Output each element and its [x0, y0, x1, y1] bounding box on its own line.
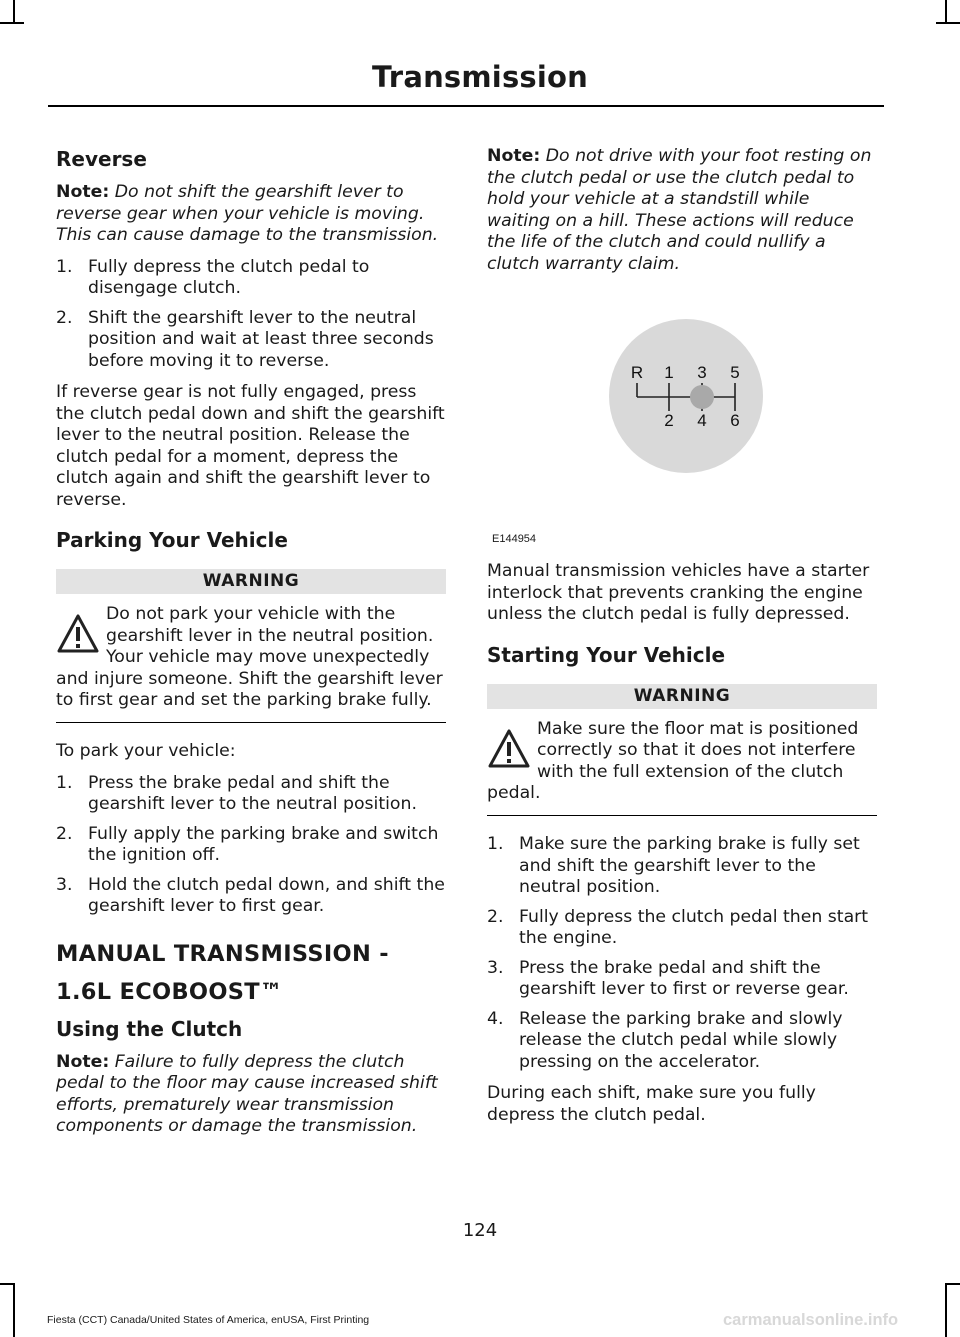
list-item: 2. Shift the gearshift lever to the neutral position and wait at least three seconds before moving it to reverse. [56, 307, 434, 371]
warning-divider [487, 815, 877, 817]
list-item: 4. Release the parking brake and slowly release the clutch pedal while slowly pressing on the accelerator. [487, 1008, 843, 1072]
parking-steps [56, 773, 446, 918]
list-item: 3. Press the brake pedal and shift the gearshift lever to first or reverse gear. [487, 957, 849, 999]
manual-transmission-heading [56, 938, 446, 1008]
page-title: Transmission [372, 60, 588, 94]
note-label: Note: [56, 182, 110, 202]
image-code: E144954 [492, 533, 537, 545]
list-item: 2. Fully apply the parking brake and switch the ignition off. [56, 823, 439, 865]
warning-label: WARNING [56, 569, 446, 594]
list-item: 1. Fully depress the clutch pedal to disengage clutch. [56, 256, 370, 298]
list-item: 1. Press the brake pedal and shift the gearshift lever to the neutral position. [56, 772, 417, 814]
note-label: Note: [56, 1051, 110, 1072]
gear-label-r: R [630, 363, 644, 382]
warning-text: Make sure the floor mat is positioned correctly so that it does not interfere with the full extension of the clutch pedal. [487, 718, 859, 803]
list-item: 1. Make sure the parking brake is fully set and shift the gearshift lever to the neutral position. [487, 834, 860, 897]
list-item: 3. Hold the clutch pedal down, and shift the gearshift lever to first gear. [56, 874, 445, 916]
starting-warning [487, 684, 877, 817]
crop-mark-bottom-right-v [945, 1285, 947, 1337]
clutch-foot-note [487, 146, 877, 275]
parking-intro: To park your vehicle: [56, 741, 236, 761]
list-item: 2. Fully depress the clutch pedal then start the engine. [487, 906, 869, 948]
reverse-paragraph: If reverse gear is not fully engaged, press the clutch pedal down and shift the gearshift lever to the neutral position. Release the clutch pedal for a moment, depress the clutch again and shift the gearshift lever to reverse. [56, 382, 445, 510]
warning-triangle-icon [56, 612, 100, 656]
gear-label-2: 2 [664, 411, 674, 430]
interlock-paragraph: Manual transmission vehicles have a starter interlock that prevents cranking the engine unless the clutch pedal is fully depressed. [487, 561, 870, 624]
crop-mark-top-left-v [13, 0, 15, 24]
gear-label-4: 4 [697, 411, 707, 430]
gear-label-3: 3 [697, 363, 707, 382]
page-number: 124 [462, 1220, 498, 1241]
gear-shift-diagram [487, 315, 877, 551]
parking-heading: Parking Your Vehicle [56, 528, 288, 552]
left-column [56, 146, 446, 1148]
starting-heading: Starting Your Vehicle [487, 642, 726, 667]
warning-divider [56, 722, 446, 724]
starting-steps [487, 834, 877, 1073]
gear-knob-neutral [690, 385, 714, 409]
note-text: Failure to fully depress the clutch pedal to the floor may cause increased shift efforts, prematurely wear transmission components or damage the transmission. [56, 1051, 438, 1136]
crop-mark-bottom-left-h [0, 1283, 15, 1285]
section-heading-line2: 1.6L ECOBOOST™ [56, 978, 283, 1005]
crop-mark-top-left-h [0, 22, 24, 24]
note-text: Do not shift the gearshift lever to reverse gear when your vehicle is moving. This can cause damage to the transmission. [56, 182, 439, 245]
crop-mark-bottom-right-h [945, 1283, 960, 1285]
gear-label-1: 1 [664, 363, 674, 382]
crop-mark-top-right-v [945, 0, 947, 24]
reverse-note [56, 182, 446, 247]
crop-mark-top-right-h [936, 22, 960, 24]
reverse-heading: Reverse [56, 147, 147, 171]
gear-pattern-figure [487, 315, 877, 551]
watermark: carmanualsonline.info [723, 1311, 899, 1329]
gear-label-6: 6 [730, 411, 740, 430]
right-column [487, 146, 877, 1136]
warning-text: Do not park your vehicle with the gearshift lever in the neutral position. Your vehicle may move unexpectedly and injure someone. Shift the gearshift lever to first gear and set the parking brake fully. [56, 604, 443, 710]
gear-label-5: 5 [730, 363, 740, 382]
clutch-subheading: Using the Clutch [56, 1016, 243, 1041]
edition-text: Fiesta (CCT) Canada/United States of America, enUSA, First Printing [47, 1314, 370, 1326]
clutch-note [56, 1052, 446, 1138]
note-text: Do not drive with your foot resting on the clutch pedal or use the clutch pedal to hold your vehicle at a standstill while waiting on a hill. These actions will reduce the life of the clutch and could nullify a clutch warranty claim. [487, 146, 872, 274]
warning-label: WARNING [487, 684, 877, 709]
section-heading-line1: MANUAL TRANSMISSION - [56, 940, 389, 967]
gear-diagram-circle [609, 319, 763, 473]
closing-paragraph: During each shift, make sure you fully depress the clutch pedal. [487, 1083, 816, 1125]
parking-warning [56, 569, 446, 723]
warning-triangle-icon [487, 727, 531, 771]
reverse-steps [56, 257, 446, 373]
crop-mark-bottom-left-v [13, 1285, 15, 1337]
note-label: Note: [487, 146, 541, 166]
header-divider [48, 105, 884, 107]
